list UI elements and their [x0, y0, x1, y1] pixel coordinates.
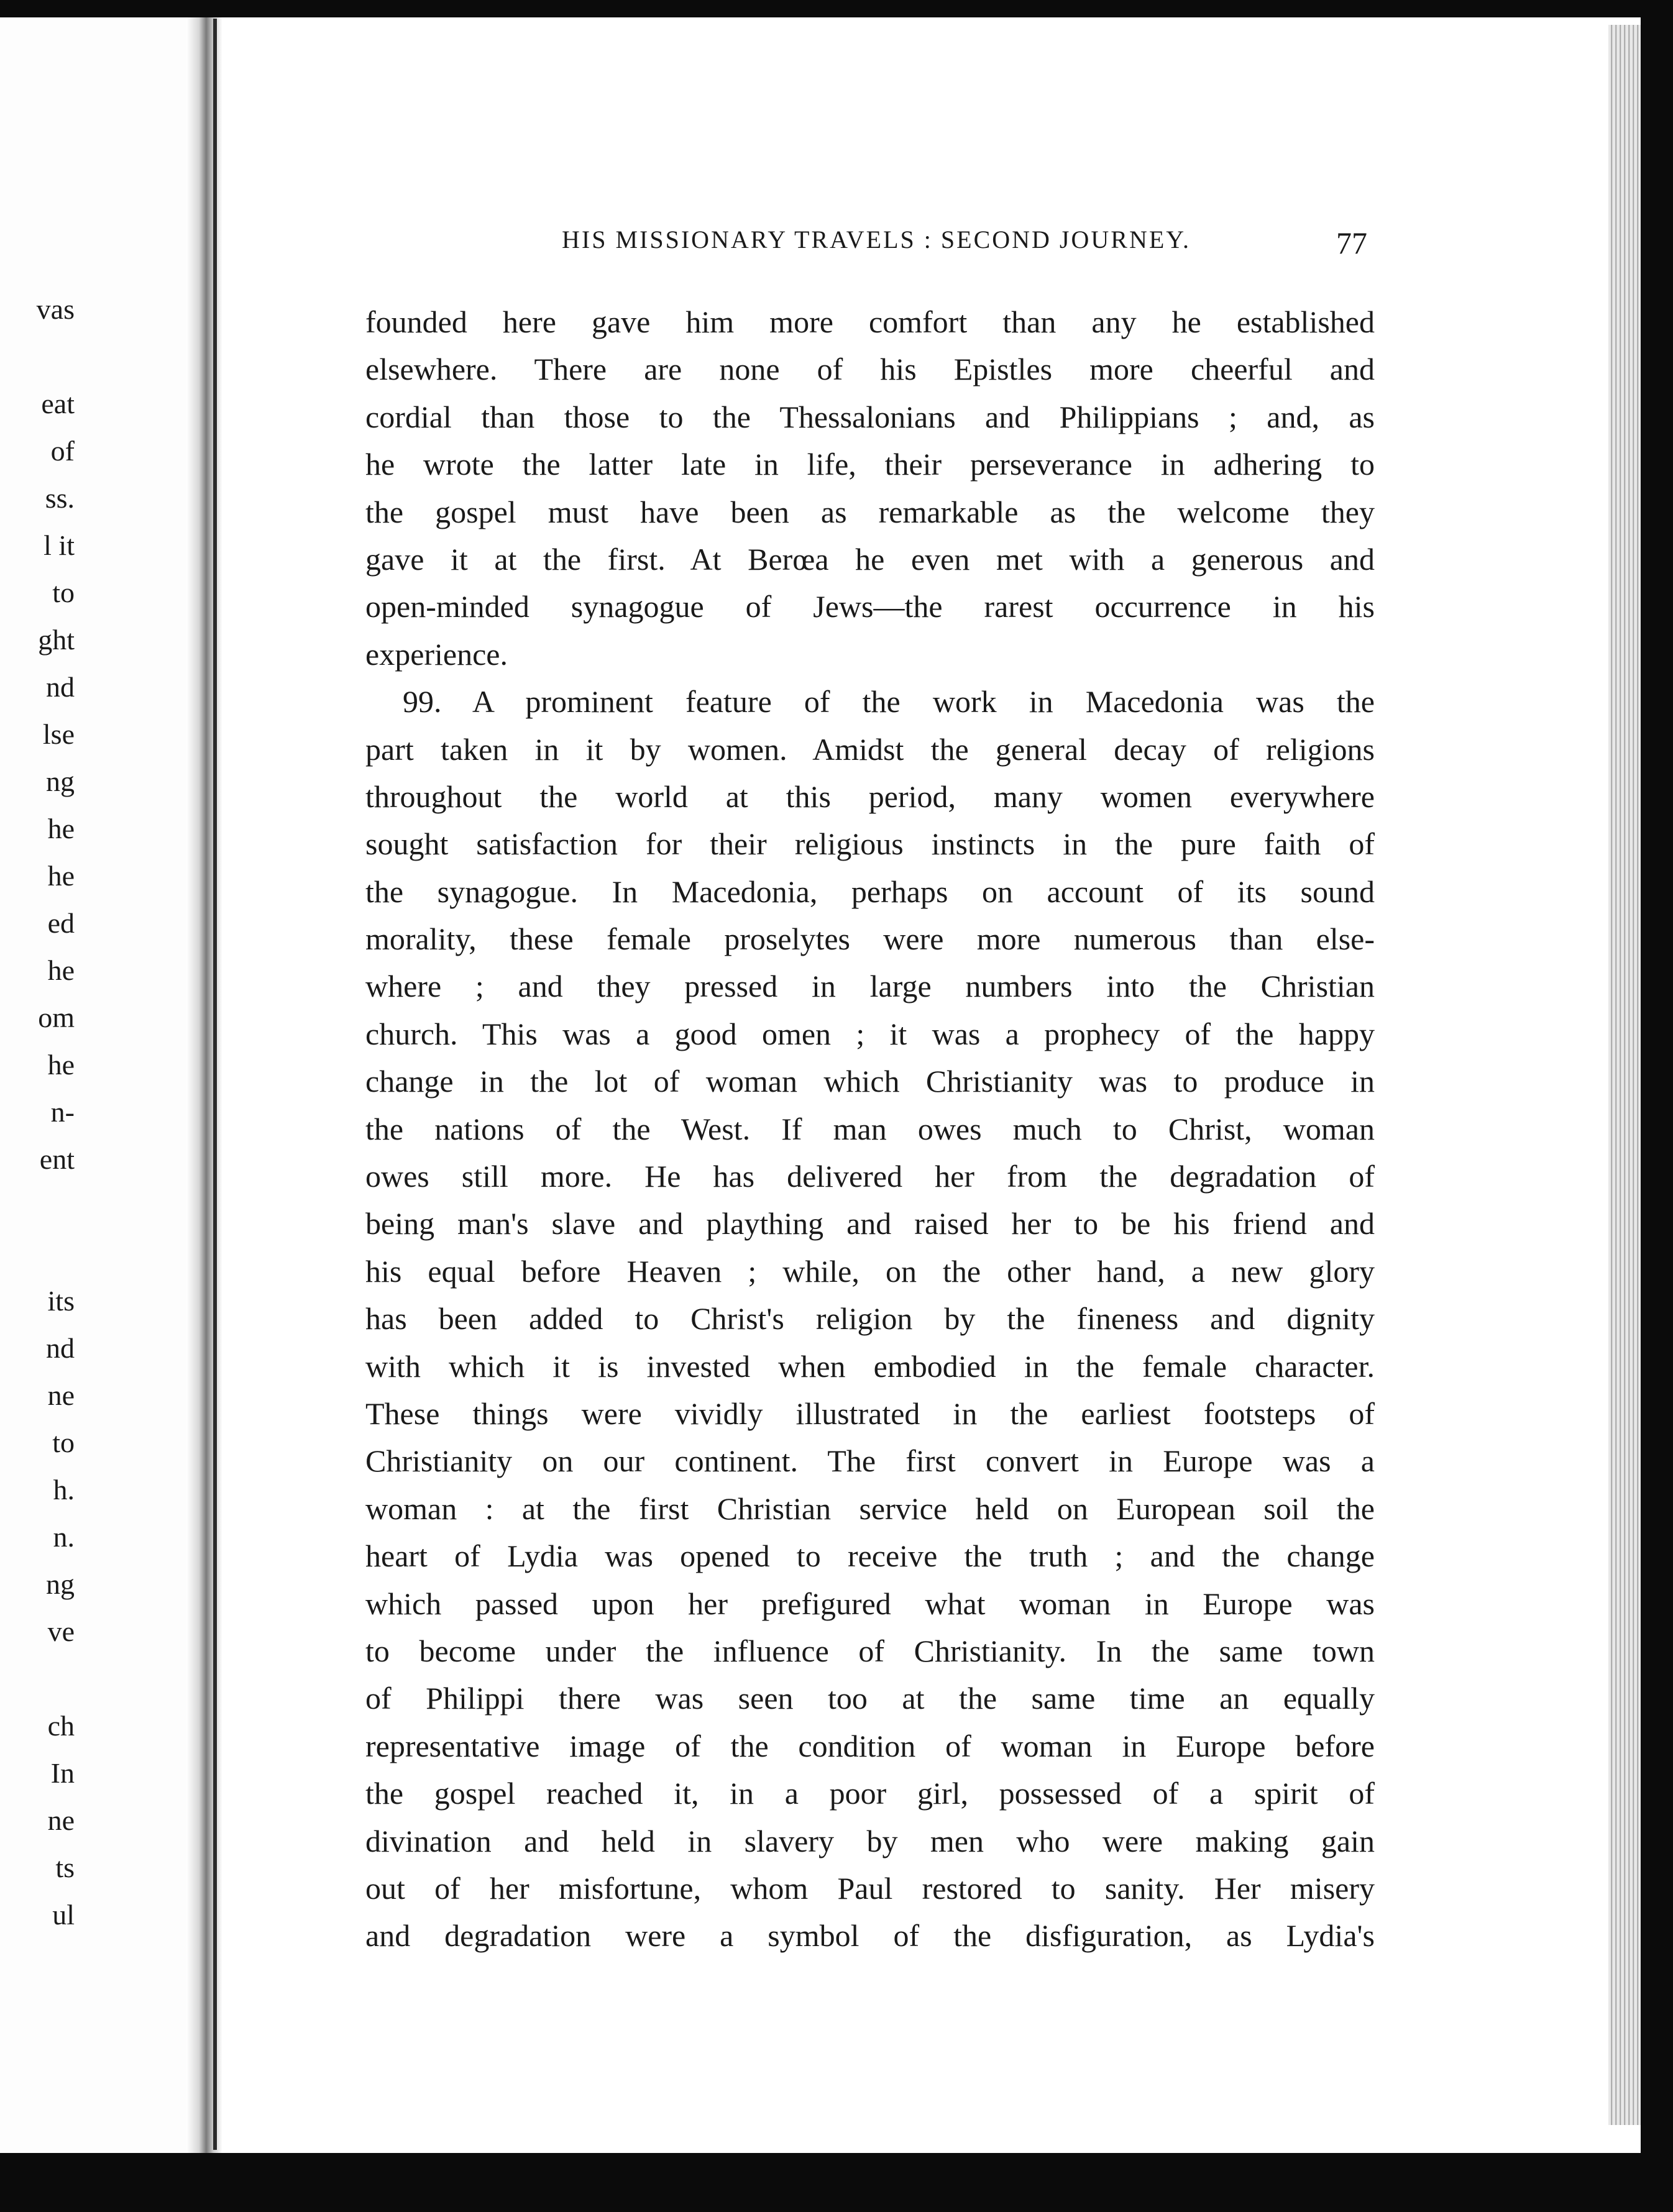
running-head: HIS MISSIONARY TRAVELS : SECOND JOURNEY.: [561, 226, 1191, 254]
fragment-line: ent: [39, 1143, 75, 1175]
text-line: to become under the influence of Christianity. In the same town: [365, 1633, 1375, 1668]
body-text: [365, 298, 1375, 1960]
fragment-line: ch: [47, 1710, 75, 1742]
text-line: open-minded synagogue of Jews—the rarest occurrence in his: [365, 589, 1375, 624]
fragment-line: of: [50, 435, 75, 467]
page-block-edges: [1608, 25, 1643, 2125]
fragment-line: he: [47, 860, 75, 892]
fragment-line: [0, 1655, 75, 1702]
fragment-line: ne: [47, 1804, 75, 1836]
book-gutter: [186, 17, 222, 2153]
left-page-text-fragments: [0, 286, 75, 1939]
text-line: church. This was a good omen ; it was a prophecy of the happy: [365, 1016, 1375, 1051]
text-line: cordial than those to the Thessalonians and Philippians ; and, as: [365, 399, 1375, 434]
text-line: and degradation were a symbol of the disfiguration, as Lydia's: [365, 1918, 1375, 1954]
text-line: divination and held in slavery by men who were making gain: [365, 1823, 1375, 1858]
text-line: the synagogue. In Macedonia, perhaps on account of its sound: [365, 874, 1375, 909]
text-line: experience.: [365, 636, 508, 672]
fragment-line: he: [47, 954, 75, 986]
fragment-line: l it: [44, 529, 75, 561]
fragment-line: h.: [53, 1474, 75, 1506]
text-line: founded here gave him more comfort than any he established: [365, 304, 1375, 339]
text-line: woman : at the first Christian service held on European soil the: [365, 1491, 1375, 1526]
fragment-line: ul: [52, 1899, 75, 1931]
text-line: sought satisfaction for their religious instincts in the pure faith of: [365, 826, 1375, 862]
text-line: his equal before Heaven ; while, on the other hand, a new glory: [365, 1253, 1375, 1289]
text-line: where ; and they pressed in large numbers into the Christian: [365, 969, 1375, 1004]
fragment-line: ng: [46, 1568, 75, 1600]
fragment-line: [0, 1183, 75, 1230]
text-line: Christianity on our continent. The first convert in Europe was a: [365, 1443, 1375, 1479]
text-line: of Philippi there was seen too at the same time an equally: [365, 1681, 1375, 1716]
text-line: owes still more. He has delivered her from the degradation of: [365, 1159, 1375, 1194]
text-line: throughout the world at this period, many women everywhere: [365, 779, 1375, 814]
text-line: gave it at the first. At Berœa he even met with a generous and: [365, 541, 1375, 577]
text-line: the nations of the West. If man owes much to Christ, woman: [365, 1111, 1375, 1146]
fragment-line: ne: [47, 1379, 75, 1411]
text-line: the gospel must have been as remarkable as the welcome they: [365, 494, 1375, 529]
fragment-line: lse: [42, 718, 75, 750]
fragment-line: to: [52, 577, 75, 608]
fragment-line: nd: [46, 671, 75, 703]
fragment-line: ts: [55, 1852, 75, 1883]
fragment-line: ed: [47, 907, 75, 939]
text-line: the gospel reached it, in a poor girl, possessed of a spirit of: [365, 1776, 1375, 1811]
text-line: being man's slave and plaything and raised her to be his friend and: [365, 1206, 1375, 1241]
text-line: which passed upon her prefigured what woman in Europe was: [365, 1586, 1375, 1621]
fragment-line: ng: [46, 766, 75, 797]
text-line: morality, these female proselytes were more numerous than else-: [365, 921, 1375, 957]
fragment-line: [0, 333, 75, 380]
fragment-line: nd: [46, 1332, 75, 1364]
page-number: 77: [1336, 226, 1367, 260]
fragment-line: he: [47, 1049, 75, 1081]
gutter-shadow-line: [213, 19, 217, 2150]
fragment-line: eat: [41, 388, 75, 419]
scan-border-top: [0, 0, 1673, 17]
fragment-line: to: [52, 1427, 75, 1458]
paragraph-start-99: 99. A prominent feature of the work in Macedonia was the: [403, 684, 1375, 720]
fragment-line: om: [38, 1002, 75, 1033]
fragment-line: In: [50, 1757, 75, 1789]
text-line: heart of Lydia was opened to receive the truth ; and the change: [365, 1538, 1375, 1574]
fragment-line: n.: [53, 1521, 75, 1553]
text-line: These things were vividly illustrated in the earliest footsteps of: [365, 1396, 1375, 1431]
fragment-line: ve: [47, 1616, 75, 1647]
text-line: with which it is invested when embodied in the female character.: [365, 1348, 1375, 1384]
fragment-line: [0, 1230, 75, 1277]
fragment-line: its: [47, 1285, 75, 1317]
scan-border-bottom: [0, 2153, 1673, 2212]
fragment-line: he: [47, 813, 75, 844]
text-line: change in the lot of woman which Christianity was to produce in: [365, 1064, 1375, 1099]
fragment-line: ght: [38, 624, 75, 656]
text-line: part taken in it by women. Amidst the general decay of religions: [365, 731, 1375, 767]
scan-border-right: [1641, 0, 1673, 2212]
fragment-line: n-: [50, 1096, 75, 1128]
text-line: elsewhere. There are none of his Epistles more cheerful and: [365, 352, 1375, 387]
fragment-line: ss.: [45, 482, 75, 514]
text-line: he wrote the latter late in life, their perseverance in adhering to: [365, 447, 1375, 482]
text-line: representative image of the condition of woman in Europe before: [365, 1728, 1375, 1763]
text-line: out of her misfortune, whom Paul restored to sanity. Her misery: [365, 1870, 1375, 1906]
fragment-line: vas: [36, 293, 75, 325]
text-line: has been added to Christ's religion by the fineness and dignity: [365, 1301, 1375, 1337]
